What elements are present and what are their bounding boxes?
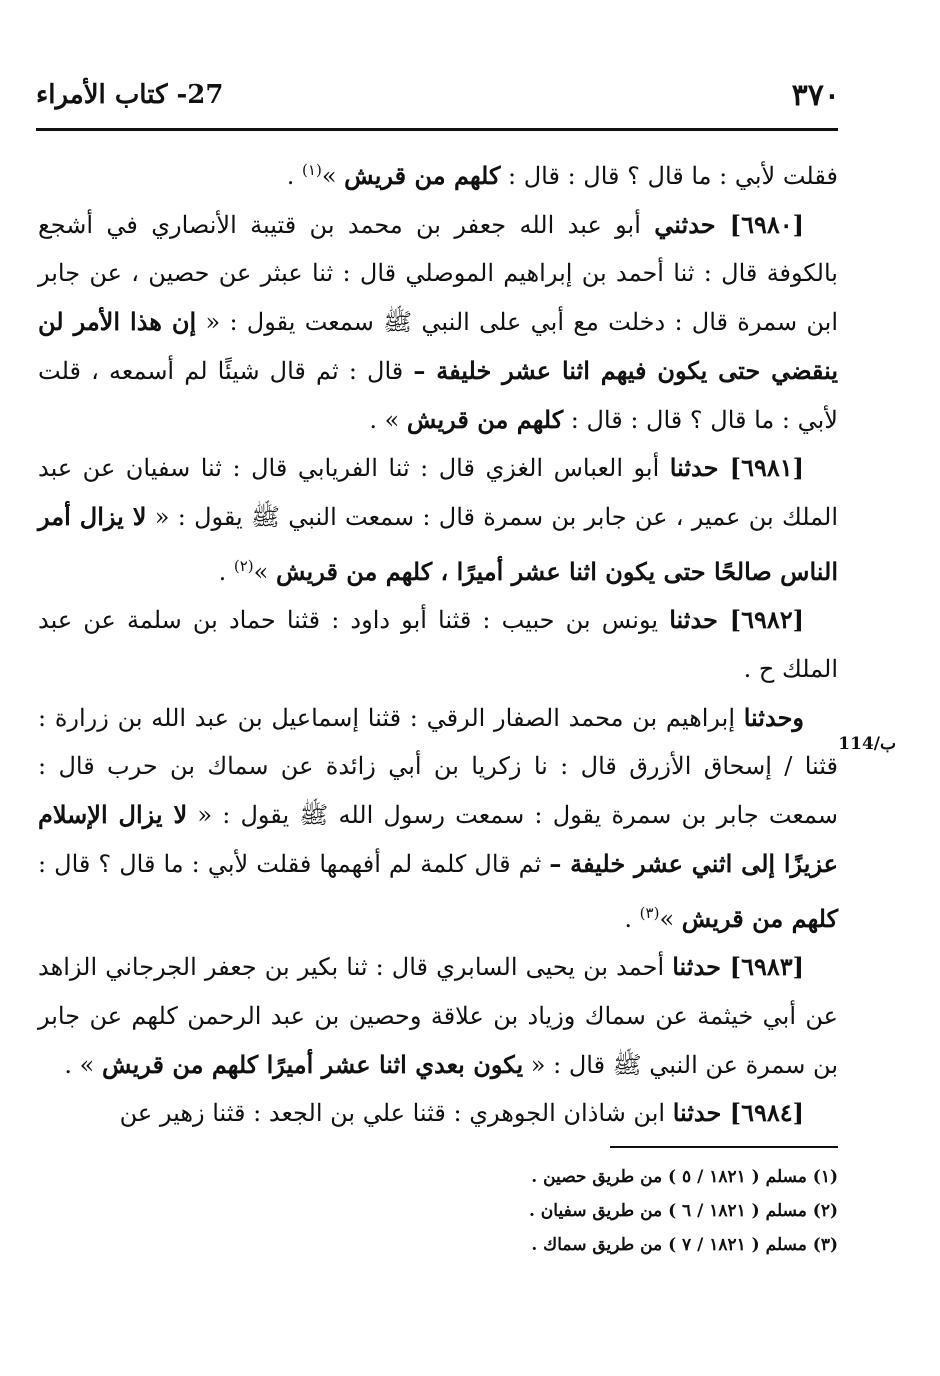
footnote-marker: (١) bbox=[302, 161, 322, 179]
footnotes bbox=[38, 1160, 838, 1262]
footnote-marker: (٣) bbox=[639, 903, 660, 922]
paragraph-hadith-6981 bbox=[38, 444, 838, 596]
text-run: . bbox=[286, 162, 303, 190]
bold-text: لا يزال أمر الناس صالحًا حتى يكون اثنا عشر أميرًا ، كلهم من قريش bbox=[38, 501, 838, 586]
text-run: » . bbox=[369, 405, 407, 434]
text-run: فقلت لأبي : ما قال ؟ قال : قال : bbox=[500, 162, 838, 190]
text-run: ابن شاذان الجوهري : قثنا علي بن الجعد : قثنا زهير عن bbox=[119, 1099, 673, 1128]
body-text bbox=[38, 146, 838, 1138]
paragraph-hadith-6980 bbox=[38, 201, 838, 445]
text-run: أحمد بن يحيى السابري قال : ثنا بكير بن جعفر الجرجاني الزاهد عن أبي خيثمة عن سماك وزياد بن علاقة وحصين بن عبد الرحمن كلهم عن جابر بن سمرة عن النبي ﷺ قال : « bbox=[38, 953, 838, 1079]
footnote-1: (١) مسلم ( ١٨٢١ / ٥ ) من طريق حصين . bbox=[531, 1167, 838, 1187]
text-run: » bbox=[659, 904, 682, 933]
footnote-2: (٢) مسلم ( ١٨٢١ / ٦ ) من طريق سفيان . bbox=[528, 1201, 838, 1221]
text-run: إبراهيم بن محمد الصفار الرقي : قثنا إسماعيل بن عبد الله بن زرارة : قثنا / إسحاق الأزرق قال : نا زكريا بن أبي زائدة عن سماك بن حرب قال : سمعت جابر بن سمرة يقول : سمعت رسول الله ﷺ يقول : « bbox=[38, 703, 838, 830]
bold-text: [٦٩٨٠] حدثني bbox=[654, 209, 804, 239]
paragraph-hadith-6984 bbox=[38, 1089, 838, 1138]
text-run: » bbox=[253, 557, 276, 586]
chapter-title: 27- كتاب الأمراء bbox=[36, 80, 224, 110]
text-run: قال : ثم قال شيئًا لم أسمعه ، قلت لأبي : ما قال ؟ قال : قال : bbox=[38, 356, 838, 434]
margin-folio-note: 114/ب bbox=[838, 734, 896, 754]
paragraph-hadith-6982 bbox=[38, 596, 838, 693]
footnote-3: (٣) مسلم ( ١٨٢١ / ٧ ) من طريق سماك . bbox=[531, 1235, 838, 1255]
bold-text: [٦٩٨٤] حدثنا bbox=[672, 1098, 804, 1128]
paragraph bbox=[38, 146, 838, 201]
text-run: أبو العباس الغزي قال : ثنا الفريابي قال : ثنا سفيان عن عبد الملك بن عمير ، عن جابر بن سمرة قال : سمعت النبي ﷺ يقول : « bbox=[38, 454, 838, 531]
bold-text: كلهم من قريش bbox=[344, 161, 501, 190]
footnote-rule bbox=[610, 1146, 838, 1148]
text-run: يونس بن حبيب : قثنا أبو داود : قثنا حماد بن سلمة عن عبد الملك ح . bbox=[38, 606, 838, 684]
bold-text: [٦٩٨١] حدثنا bbox=[669, 453, 804, 483]
bold-text: وحدثنا bbox=[743, 702, 804, 732]
bold-text: كلهم من قريش bbox=[406, 404, 564, 434]
paragraph-hadith-6983 bbox=[38, 943, 838, 1089]
bold-text: [٦٩٨٢] حدثنا bbox=[669, 605, 804, 635]
text-run: ثم قال كلمة لم أفهمها فقلت لأبي : ما قال ؟ قال : bbox=[38, 849, 550, 878]
bold-text: لا يزال الإسلام عزيزًا إلى اثني عشر خليفة – bbox=[38, 800, 839, 878]
text-run: . bbox=[218, 557, 234, 586]
bold-text: يكون بعدي اثنا عشر أميرًا كلهم من قريش bbox=[102, 1049, 524, 1079]
text-run: » bbox=[321, 162, 345, 190]
bold-text: [٦٩٨٣] حدثنا bbox=[672, 952, 804, 982]
footnote-marker: (٢) bbox=[233, 556, 254, 575]
page-number: ٣٧٠ bbox=[791, 78, 840, 113]
paragraph-hadith-6982-chain bbox=[38, 694, 838, 944]
bold-text: كلهم من قريش bbox=[681, 903, 838, 933]
bold-text: إن هذا الأمر لن ينقضي حتى يكون فيهم اثنا عشر خليفة – bbox=[38, 307, 838, 385]
text-run: » . bbox=[64, 1050, 102, 1079]
text-run: . bbox=[624, 904, 640, 933]
text-run: أبو عبد الله جعفر بن محمد بن قتيبة الأنصاري في أشجع بالكوفة قال : ثنا أحمد بن إبراهيم الموصلي قال : ثنا عبثر عن حصين ، عن جابر ابن سمرة قال : دخلت مع أبي على النبي ﷺ سمعت يقول : « bbox=[38, 210, 838, 337]
header-rule bbox=[36, 128, 838, 131]
